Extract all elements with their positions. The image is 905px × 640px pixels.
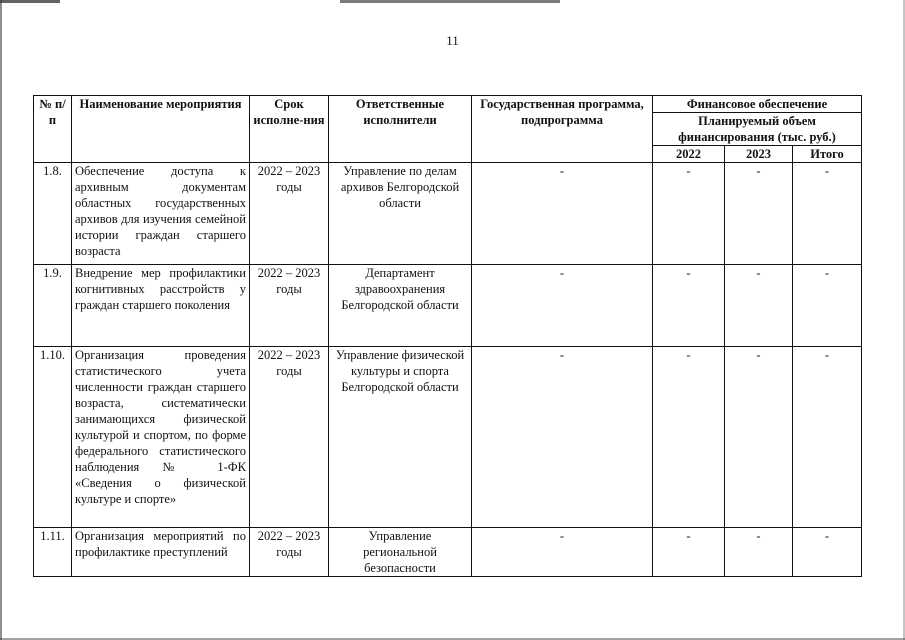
- row-term: 2022 – 2023 годы: [250, 265, 329, 347]
- row-program: -: [472, 265, 653, 347]
- header-responsible: Ответственные исполнители: [329, 96, 472, 163]
- table-row: [34, 163, 862, 265]
- scan-edge-top: [0, 0, 905, 3]
- row-2022: -: [653, 347, 725, 528]
- row-responsible: Управление по делам архивов Белгородской области: [329, 163, 472, 265]
- row-term: 2022 – 2023 годы: [250, 528, 329, 577]
- header-finance: Финансовое обеспечение: [653, 96, 862, 113]
- table-row: [34, 265, 862, 347]
- row-2022: -: [653, 265, 725, 347]
- header-num: № п/п: [34, 96, 72, 163]
- row-2023: -: [725, 528, 793, 577]
- row-program: -: [472, 347, 653, 528]
- page-number: 11: [446, 33, 459, 48]
- row-total: -: [793, 163, 862, 265]
- row-num: 1.10.: [34, 347, 72, 528]
- row-program: -: [472, 163, 653, 265]
- row-2023: -: [725, 163, 793, 265]
- header-year-2022: 2022: [653, 146, 725, 163]
- row-name: Организация мероприятий по профилактике преступлений: [72, 528, 250, 577]
- row-2023: -: [725, 265, 793, 347]
- row-2022: -: [653, 528, 725, 577]
- header-total: Итого: [793, 146, 862, 163]
- row-name: Внедрение мер профилактики когнитивных расстройств у граждан старшего поколения: [72, 265, 250, 347]
- row-2023: -: [725, 347, 793, 528]
- row-program: -: [472, 528, 653, 577]
- row-term: 2022 – 2023 годы: [250, 347, 329, 528]
- table-row: [34, 347, 862, 528]
- header-planned: Планируемый объем финансирования (тыс. руб.): [653, 113, 862, 146]
- row-num: 1.8.: [34, 163, 72, 265]
- header-program: Государственная программа, подпрограмма: [472, 96, 653, 163]
- activities-table: [33, 95, 862, 577]
- row-total: -: [793, 347, 862, 528]
- header-year-2023: 2023: [725, 146, 793, 163]
- header-term: Срок исполне-ния: [250, 96, 329, 163]
- row-responsible: Управление физической культуры и спорта Белгородской области: [329, 347, 472, 528]
- row-total: -: [793, 265, 862, 347]
- row-name: Организация проведения статистического учета численности граждан старшего возраста, систематически занимающихся физической культурой и спортом, по форме федерального статистического наблюдения № 1-ФК «Сведения о физической культуре и спорте»: [72, 347, 250, 528]
- row-term: 2022 – 2023 годы: [250, 163, 329, 265]
- row-num: 1.11.: [34, 528, 72, 577]
- row-responsible: Департамент здравоохранения Белгородской области: [329, 265, 472, 347]
- header-name: Наименование мероприятия: [72, 96, 250, 163]
- header-row-1: [34, 96, 862, 113]
- row-2022: -: [653, 163, 725, 265]
- row-responsible: Управление региональной безопасности: [329, 528, 472, 577]
- table-row: [34, 528, 862, 577]
- scan-edge-left: [0, 0, 2, 640]
- row-num: 1.9.: [34, 265, 72, 347]
- row-name: Обеспечение доступа к архивным документам областных государственных архивов для изучения семейной истории граждан старшего возраста: [72, 163, 250, 265]
- row-total: -: [793, 528, 862, 577]
